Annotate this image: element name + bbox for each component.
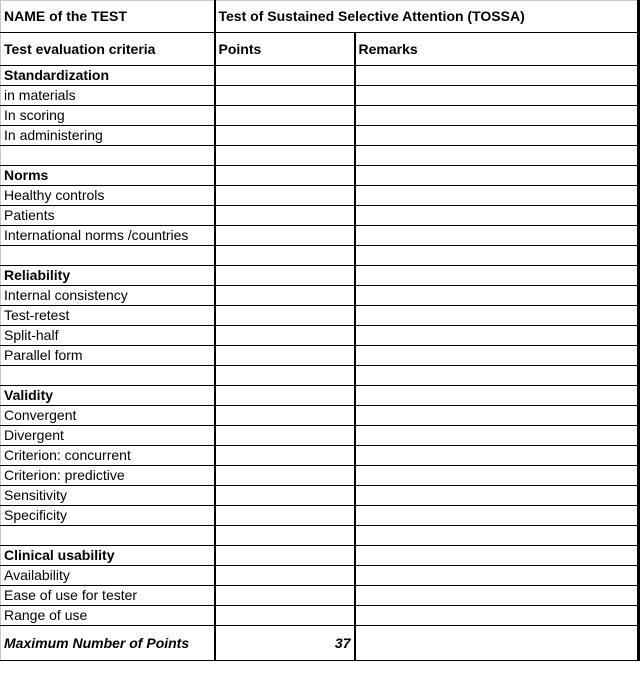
section-heading-cell: Clinical usability	[1, 546, 215, 566]
points-cell	[215, 166, 355, 186]
table-row	[1, 226, 639, 246]
points-cell	[215, 286, 355, 306]
points-cell	[215, 186, 355, 206]
total-label-cell: Maximum Number of Points	[1, 626, 215, 661]
table-row	[1, 306, 639, 326]
criteria-cell: Sensitivity	[1, 486, 215, 506]
remarks-cell	[355, 166, 639, 186]
column-header-points: Points	[215, 33, 355, 66]
points-cell	[215, 366, 355, 386]
section-heading-cell: Standardization	[1, 66, 215, 86]
points-cell	[215, 446, 355, 466]
test-name-value: Test of Sustained Selective Attention (TOSSA)	[215, 1, 639, 33]
remarks-cell	[355, 506, 639, 526]
criteria-cell: Patients	[1, 206, 215, 226]
remarks-cell	[355, 566, 639, 586]
remarks-cell	[355, 146, 639, 166]
remarks-cell	[355, 466, 639, 486]
table-spacer-row	[1, 146, 639, 166]
criteria-cell	[1, 366, 215, 386]
criteria-cell: Criterion: predictive	[1, 466, 215, 486]
section-heading-cell: Reliability	[1, 266, 215, 286]
table-spacer-row	[1, 246, 639, 266]
remarks-cell	[355, 186, 639, 206]
points-cell	[215, 326, 355, 346]
remarks-cell	[355, 546, 639, 566]
table-row	[1, 546, 639, 566]
points-cell	[215, 126, 355, 146]
table-row	[1, 106, 639, 126]
remarks-cell	[355, 606, 639, 626]
remarks-cell	[355, 206, 639, 226]
table-row	[1, 326, 639, 346]
points-cell	[215, 206, 355, 226]
remarks-cell	[355, 226, 639, 246]
table-row	[1, 346, 639, 366]
points-cell	[215, 86, 355, 106]
column-header-criteria: Test evaluation criteria	[1, 33, 215, 66]
remarks-cell	[355, 526, 639, 546]
points-cell	[215, 546, 355, 566]
remarks-cell	[355, 486, 639, 506]
table-row	[1, 206, 639, 226]
criteria-cell	[1, 146, 215, 166]
points-cell	[215, 486, 355, 506]
remarks-cell	[355, 106, 639, 126]
points-cell	[215, 146, 355, 166]
remarks-cell	[355, 126, 639, 146]
table-row	[1, 406, 639, 426]
remarks-cell	[355, 286, 639, 306]
table-column-headers	[1, 33, 639, 66]
points-cell	[215, 566, 355, 586]
points-cell	[215, 526, 355, 546]
criteria-cell: Divergent	[1, 426, 215, 446]
criteria-cell: International norms /countries	[1, 226, 215, 246]
table-title-row	[1, 1, 639, 33]
remarks-cell	[355, 346, 639, 366]
table-row	[1, 506, 639, 526]
table-row	[1, 486, 639, 506]
remarks-cell	[355, 86, 639, 106]
criteria-cell: In administering	[1, 126, 215, 146]
remarks-cell	[355, 266, 639, 286]
points-cell	[215, 426, 355, 446]
points-cell	[215, 106, 355, 126]
column-header-remarks: Remarks	[355, 33, 639, 66]
points-cell	[215, 586, 355, 606]
table-row	[1, 86, 639, 106]
criteria-cell: in materials	[1, 86, 215, 106]
total-row	[1, 626, 639, 661]
remarks-cell	[355, 66, 639, 86]
points-cell	[215, 406, 355, 426]
table-row	[1, 446, 639, 466]
table-row	[1, 566, 639, 586]
remarks-cell	[355, 586, 639, 606]
criteria-cell: In scoring	[1, 106, 215, 126]
criteria-cell: Availability	[1, 566, 215, 586]
table-row	[1, 66, 639, 86]
criteria-cell	[1, 246, 215, 266]
criteria-cell: Criterion: concurrent	[1, 446, 215, 466]
remarks-cell	[355, 326, 639, 346]
total-remarks-cell	[355, 626, 639, 661]
points-cell	[215, 346, 355, 366]
test-name-label: NAME of the TEST	[1, 1, 215, 33]
remarks-cell	[355, 446, 639, 466]
criteria-cell: Split-half	[1, 326, 215, 346]
criteria-cell: Convergent	[1, 406, 215, 426]
points-cell	[215, 266, 355, 286]
section-heading-cell: Validity	[1, 386, 215, 406]
table-row	[1, 186, 639, 206]
points-cell	[215, 466, 355, 486]
points-cell	[215, 306, 355, 326]
remarks-cell	[355, 426, 639, 446]
points-cell	[215, 246, 355, 266]
points-cell	[215, 606, 355, 626]
table-row	[1, 586, 639, 606]
section-heading-cell: Norms	[1, 166, 215, 186]
table-spacer-row	[1, 526, 639, 546]
table-body	[1, 1, 639, 661]
criteria-cell: Test-retest	[1, 306, 215, 326]
points-cell	[215, 386, 355, 406]
table-spacer-row	[1, 366, 639, 386]
table-row	[1, 466, 639, 486]
table-row	[1, 606, 639, 626]
total-points-cell: 37	[215, 626, 355, 661]
remarks-cell	[355, 366, 639, 386]
remarks-cell	[355, 406, 639, 426]
criteria-cell: Healthy controls	[1, 186, 215, 206]
remarks-cell	[355, 246, 639, 266]
criteria-cell: Ease of use for tester	[1, 586, 215, 606]
points-cell	[215, 66, 355, 86]
remarks-cell	[355, 386, 639, 406]
table-row	[1, 426, 639, 446]
criteria-cell: Parallel form	[1, 346, 215, 366]
points-cell	[215, 226, 355, 246]
table-row	[1, 386, 639, 406]
criteria-cell	[1, 526, 215, 546]
table-row	[1, 166, 639, 186]
criteria-cell: Range of use	[1, 606, 215, 626]
table-row	[1, 266, 639, 286]
table-row	[1, 126, 639, 146]
remarks-cell	[355, 306, 639, 326]
points-cell	[215, 506, 355, 526]
criteria-cell: Internal consistency	[1, 286, 215, 306]
criteria-cell: Specificity	[1, 506, 215, 526]
table-row	[1, 286, 639, 306]
